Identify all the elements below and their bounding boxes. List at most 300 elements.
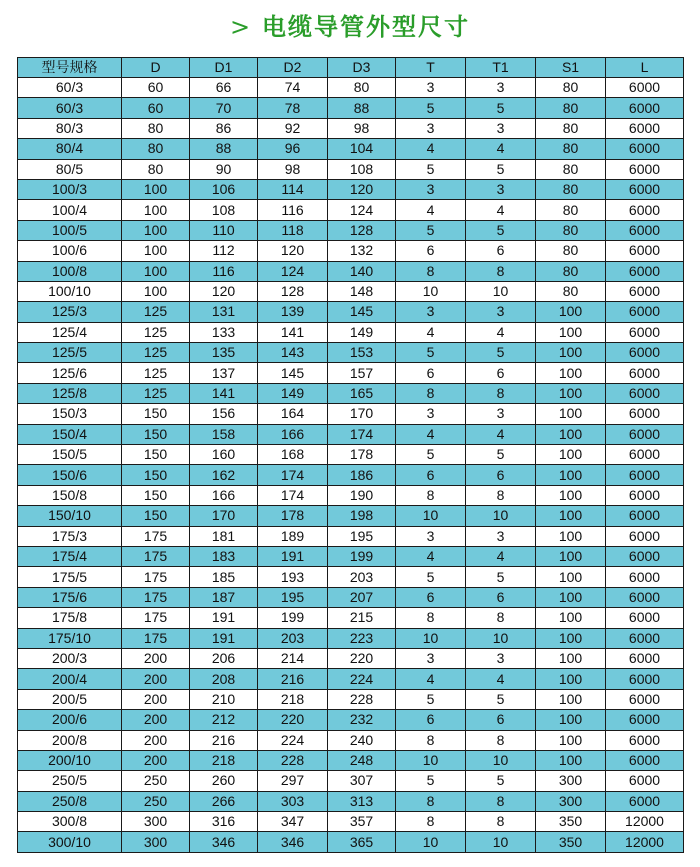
table-cell: 303 — [258, 791, 328, 811]
table-cell: 6000 — [606, 404, 684, 424]
table-cell: 6000 — [606, 383, 684, 403]
table-cell: 313 — [328, 791, 396, 811]
table-cell: 175 — [122, 608, 190, 628]
table-cell: 158 — [190, 424, 258, 444]
table-cell: 6000 — [606, 567, 684, 587]
table-row — [18, 771, 684, 791]
table-cell: 100 — [536, 404, 606, 424]
table-cell: 5 — [466, 771, 536, 791]
table-cell: 346 — [258, 832, 328, 852]
table-cell: 160 — [190, 445, 258, 465]
table-cell: 150 — [122, 485, 190, 505]
table-row — [18, 363, 684, 383]
table-cell: 10 — [466, 281, 536, 301]
table-cell: 5 — [396, 220, 466, 240]
table-cell: 128 — [258, 281, 328, 301]
table-cell: 6000 — [606, 587, 684, 607]
table-cell: 5 — [396, 159, 466, 179]
table-cell: 108 — [328, 159, 396, 179]
table-cell: 80 — [536, 159, 606, 179]
table-cell: 346 — [190, 832, 258, 852]
table-cell: 131 — [190, 302, 258, 322]
table-cell: 6000 — [606, 281, 684, 301]
table-cell: 6000 — [606, 710, 684, 730]
table-cell: 8 — [396, 608, 466, 628]
table-cell: 125/3 — [18, 302, 122, 322]
table-cell: 60/3 — [18, 98, 122, 118]
table-row — [18, 200, 684, 220]
table-cell: 8 — [396, 485, 466, 505]
table-cell: 162 — [190, 465, 258, 485]
table-cell: 214 — [258, 648, 328, 668]
table-cell: 178 — [258, 506, 328, 526]
table-cell: 200 — [122, 689, 190, 709]
table-cell: 106 — [190, 179, 258, 199]
table-cell: 120 — [258, 241, 328, 261]
table-cell: 156 — [190, 404, 258, 424]
table-cell: 4 — [466, 322, 536, 342]
table-cell: 104 — [328, 139, 396, 159]
table-cell: 175 — [122, 587, 190, 607]
table-cell: 347 — [258, 812, 328, 832]
table-row — [18, 139, 684, 159]
table-cell: 98 — [258, 159, 328, 179]
table-cell: 170 — [190, 506, 258, 526]
table-cell: 3 — [396, 78, 466, 98]
table-row — [18, 730, 684, 750]
table-cell: 125 — [122, 383, 190, 403]
table-cell: 175 — [122, 628, 190, 648]
table-cell: 100/4 — [18, 200, 122, 220]
table-cell: 181 — [190, 526, 258, 546]
table-cell: 260 — [190, 771, 258, 791]
table-cell: 365 — [328, 832, 396, 852]
table-row — [18, 261, 684, 281]
table-cell: 10 — [466, 506, 536, 526]
table-cell: 12000 — [606, 832, 684, 852]
table-cell: 165 — [328, 383, 396, 403]
table-cell: 6000 — [606, 302, 684, 322]
table-cell: 5 — [466, 159, 536, 179]
table-cell: 206 — [190, 648, 258, 668]
table-cell: 266 — [190, 791, 258, 811]
table-cell: 193 — [258, 567, 328, 587]
table-cell: 6 — [466, 710, 536, 730]
table-cell: 8 — [396, 812, 466, 832]
table-cell: 78 — [258, 98, 328, 118]
table-cell: 300 — [122, 812, 190, 832]
table-cell: 10 — [396, 832, 466, 852]
table-cell: 3 — [466, 118, 536, 138]
table-cell: 4 — [396, 322, 466, 342]
table-cell: 125/4 — [18, 322, 122, 342]
table-cell: 4 — [396, 424, 466, 444]
column-header: 型号规格 — [18, 58, 122, 78]
table-cell: 80 — [328, 78, 396, 98]
table-cell: 195 — [328, 526, 396, 546]
column-header: S1 — [536, 58, 606, 78]
table-cell: 208 — [190, 669, 258, 689]
table-cell: 125/5 — [18, 343, 122, 363]
table-cell: 100 — [536, 608, 606, 628]
table-cell: 100 — [536, 648, 606, 668]
table-cell: 183 — [190, 546, 258, 566]
table-row — [18, 648, 684, 668]
table-cell: 116 — [190, 261, 258, 281]
table-cell: 114 — [258, 179, 328, 199]
table-cell: 200/8 — [18, 730, 122, 750]
table-cell: 88 — [328, 98, 396, 118]
table-cell: 6 — [396, 465, 466, 485]
table-cell: 200/6 — [18, 710, 122, 730]
table-cell: 216 — [190, 730, 258, 750]
table-cell: 100/10 — [18, 281, 122, 301]
table-cell: 157 — [328, 363, 396, 383]
table-row — [18, 689, 684, 709]
table-cell: 80 — [536, 139, 606, 159]
table-cell: 100 — [536, 363, 606, 383]
table-cell: 3 — [396, 179, 466, 199]
table-cell: 124 — [328, 200, 396, 220]
table-cell: 3 — [466, 179, 536, 199]
table-cell: 6000 — [606, 200, 684, 220]
table-body — [18, 78, 684, 853]
table-cell: 150/6 — [18, 465, 122, 485]
table-cell: 80 — [536, 220, 606, 240]
table-cell: 5 — [466, 343, 536, 363]
table-cell: 6000 — [606, 465, 684, 485]
table-row — [18, 669, 684, 689]
table-cell: 6000 — [606, 424, 684, 444]
table-row — [18, 322, 684, 342]
table-cell: 141 — [190, 383, 258, 403]
table-cell: 10 — [396, 281, 466, 301]
table-cell: 228 — [258, 750, 328, 770]
table-cell: 6000 — [606, 485, 684, 505]
table-cell: 223 — [328, 628, 396, 648]
table-cell: 6000 — [606, 118, 684, 138]
table-cell: 6000 — [606, 98, 684, 118]
table-cell: 100 — [536, 343, 606, 363]
table-cell: 187 — [190, 587, 258, 607]
table-cell: 6000 — [606, 506, 684, 526]
table-cell: 100 — [536, 445, 606, 465]
table-cell: 300/8 — [18, 812, 122, 832]
table-cell: 145 — [328, 302, 396, 322]
table-cell: 100 — [536, 546, 606, 566]
table-cell: 3 — [466, 648, 536, 668]
table-cell: 10 — [396, 628, 466, 648]
table-cell: 96 — [258, 139, 328, 159]
table-cell: 100 — [536, 750, 606, 770]
table-cell: 6 — [466, 465, 536, 485]
table-cell: 350 — [536, 812, 606, 832]
table-cell: 150/5 — [18, 445, 122, 465]
column-header: T1 — [466, 58, 536, 78]
table-cell: 100 — [536, 710, 606, 730]
table-cell: 175/3 — [18, 526, 122, 546]
table-cell: 6000 — [606, 261, 684, 281]
table-cell: 189 — [258, 526, 328, 546]
table-cell: 174 — [258, 465, 328, 485]
table-cell: 150/4 — [18, 424, 122, 444]
table-cell: 199 — [258, 608, 328, 628]
table-cell: 60 — [122, 98, 190, 118]
table-cell: 6000 — [606, 159, 684, 179]
table-cell: 175 — [122, 546, 190, 566]
table-cell: 150 — [122, 424, 190, 444]
table-cell: 124 — [258, 261, 328, 281]
table-cell: 153 — [328, 343, 396, 363]
table-cell: 100 — [536, 465, 606, 485]
table-cell: 112 — [190, 241, 258, 261]
table-cell: 100 — [536, 506, 606, 526]
table-cell: 8 — [466, 812, 536, 832]
table-cell: 6000 — [606, 689, 684, 709]
table-cell: 350 — [536, 832, 606, 852]
table-cell: 175/8 — [18, 608, 122, 628]
table-cell: 3 — [396, 302, 466, 322]
table-cell: 199 — [328, 546, 396, 566]
table-cell: 4 — [396, 200, 466, 220]
table-cell: 100 — [536, 669, 606, 689]
table-cell: 60/3 — [18, 78, 122, 98]
table-row — [18, 812, 684, 832]
table-cell: 100 — [536, 628, 606, 648]
table-cell: 200/3 — [18, 648, 122, 668]
table-cell: 250/8 — [18, 791, 122, 811]
table-cell: 6000 — [606, 648, 684, 668]
table-cell: 150 — [122, 404, 190, 424]
table-cell: 80 — [122, 118, 190, 138]
table-cell: 6000 — [606, 78, 684, 98]
table-cell: 218 — [190, 750, 258, 770]
table-cell: 300 — [536, 791, 606, 811]
table-cell: 186 — [328, 465, 396, 485]
table-cell: 120 — [328, 179, 396, 199]
table-cell: 200 — [122, 750, 190, 770]
table-cell: 118 — [258, 220, 328, 240]
table-cell: 149 — [258, 383, 328, 403]
table-cell: 6 — [466, 587, 536, 607]
table-cell: 10 — [396, 506, 466, 526]
table-cell: 6000 — [606, 750, 684, 770]
table-cell: 149 — [328, 322, 396, 342]
table-cell: 207 — [328, 587, 396, 607]
table-cell: 8 — [396, 383, 466, 403]
table-cell: 3 — [466, 404, 536, 424]
table-cell: 6000 — [606, 730, 684, 750]
table-cell: 100 — [536, 424, 606, 444]
table-cell: 4 — [466, 200, 536, 220]
table-cell: 80 — [536, 241, 606, 261]
table-cell: 6000 — [606, 139, 684, 159]
table-cell: 4 — [466, 669, 536, 689]
table-cell: 5 — [396, 98, 466, 118]
table-cell: 6000 — [606, 363, 684, 383]
table-cell: 3 — [396, 648, 466, 668]
table-cell: 210 — [190, 689, 258, 709]
table-row — [18, 526, 684, 546]
table-row — [18, 546, 684, 566]
table-cell: 307 — [328, 771, 396, 791]
table-cell: 80 — [122, 159, 190, 179]
table-row — [18, 424, 684, 444]
table-cell: 92 — [258, 118, 328, 138]
table-cell: 150/3 — [18, 404, 122, 424]
table-cell: 4 — [466, 424, 536, 444]
table-cell: 4 — [396, 546, 466, 566]
table-cell: 190 — [328, 485, 396, 505]
table-cell: 3 — [466, 302, 536, 322]
table-cell: 116 — [258, 200, 328, 220]
table-row — [18, 710, 684, 730]
table-cell: 140 — [328, 261, 396, 281]
table-cell: 5 — [396, 445, 466, 465]
table-cell: 148 — [328, 281, 396, 301]
table-cell: 300/10 — [18, 832, 122, 852]
column-header: D — [122, 58, 190, 78]
table-row — [18, 179, 684, 199]
table-cell: 3 — [396, 526, 466, 546]
table-cell: 250/5 — [18, 771, 122, 791]
table-cell: 5 — [396, 567, 466, 587]
table-cell: 198 — [328, 506, 396, 526]
table-cell: 74 — [258, 78, 328, 98]
dimension-table — [17, 57, 684, 853]
table-cell: 220 — [328, 648, 396, 668]
table-cell: 357 — [328, 812, 396, 832]
page-title-text: 电缆导管外型尺寸 — [262, 13, 471, 41]
table-cell: 6000 — [606, 241, 684, 261]
table-cell: 8 — [396, 730, 466, 750]
table-cell: 5 — [396, 689, 466, 709]
table-cell: 6000 — [606, 343, 684, 363]
table-cell: 128 — [328, 220, 396, 240]
table-cell: 133 — [190, 322, 258, 342]
table-cell: 200 — [122, 648, 190, 668]
table-cell: 5 — [466, 445, 536, 465]
table-cell: 3 — [396, 404, 466, 424]
table-cell: 100 — [122, 220, 190, 240]
table-cell: 248 — [328, 750, 396, 770]
table-cell: 8 — [466, 730, 536, 750]
table-cell: 110 — [190, 220, 258, 240]
table-cell: 125 — [122, 363, 190, 383]
table-header-row — [18, 58, 684, 78]
table-cell: 164 — [258, 404, 328, 424]
column-header: T — [396, 58, 466, 78]
table-cell: 200/5 — [18, 689, 122, 709]
table-row — [18, 567, 684, 587]
table-row — [18, 281, 684, 301]
table-cell: 178 — [328, 445, 396, 465]
table-cell: 100/5 — [18, 220, 122, 240]
table-cell: 80 — [536, 200, 606, 220]
table-cell: 80 — [536, 98, 606, 118]
table-cell: 170 — [328, 404, 396, 424]
table-cell: 6000 — [606, 220, 684, 240]
table-row — [18, 302, 684, 322]
table-cell: 143 — [258, 343, 328, 363]
table-cell: 297 — [258, 771, 328, 791]
table-row — [18, 159, 684, 179]
table-cell: 6 — [466, 363, 536, 383]
table-cell: 203 — [258, 628, 328, 648]
table-cell: 4 — [466, 546, 536, 566]
table-cell: 250 — [122, 791, 190, 811]
table-cell: 88 — [190, 139, 258, 159]
table-cell: 10 — [466, 750, 536, 770]
column-header: D2 — [258, 58, 328, 78]
table-cell: 80 — [536, 179, 606, 199]
table-cell: 8 — [466, 261, 536, 281]
table-cell: 6 — [396, 241, 466, 261]
table-row — [18, 343, 684, 363]
table-cell: 100 — [536, 302, 606, 322]
table-cell: 185 — [190, 567, 258, 587]
table-cell: 5 — [466, 220, 536, 240]
table-cell: 137 — [190, 363, 258, 383]
table-cell: 215 — [328, 608, 396, 628]
table-cell: 240 — [328, 730, 396, 750]
table-cell: 175 — [122, 526, 190, 546]
table-cell: 100/3 — [18, 179, 122, 199]
table-cell: 175/4 — [18, 546, 122, 566]
table-cell: 3 — [466, 78, 536, 98]
table-cell: 145 — [258, 363, 328, 383]
table-cell: 120 — [190, 281, 258, 301]
table-cell: 98 — [328, 118, 396, 138]
table-cell: 10 — [466, 832, 536, 852]
table-cell: 3 — [466, 526, 536, 546]
table-cell: 150 — [122, 445, 190, 465]
table-cell: 80 — [122, 139, 190, 159]
table-cell: 70 — [190, 98, 258, 118]
table-cell: 66 — [190, 78, 258, 98]
table-cell: 6000 — [606, 771, 684, 791]
table-cell: 224 — [258, 730, 328, 750]
table-cell: 224 — [328, 669, 396, 689]
column-header: D1 — [190, 58, 258, 78]
table-cell: 175/5 — [18, 567, 122, 587]
table-row — [18, 404, 684, 424]
column-header: L — [606, 58, 684, 78]
table-cell: 6000 — [606, 322, 684, 342]
table-cell: 5 — [466, 98, 536, 118]
table-cell: 200/4 — [18, 669, 122, 689]
table-cell: 200 — [122, 730, 190, 750]
table-cell: 200/10 — [18, 750, 122, 770]
table-cell: 12000 — [606, 812, 684, 832]
table-cell: 6000 — [606, 628, 684, 648]
table-cell: 125/6 — [18, 363, 122, 383]
table-cell: 125/8 — [18, 383, 122, 403]
table-cell: 139 — [258, 302, 328, 322]
table-cell: 6000 — [606, 179, 684, 199]
table-cell: 175/6 — [18, 587, 122, 607]
table-cell: 300 — [536, 771, 606, 791]
table-row — [18, 750, 684, 770]
table-cell: 80/4 — [18, 139, 122, 159]
table-cell: 100 — [536, 485, 606, 505]
table-cell: 108 — [190, 200, 258, 220]
table-cell: 316 — [190, 812, 258, 832]
table-cell: 191 — [258, 546, 328, 566]
table-cell: 150 — [122, 465, 190, 485]
table-row — [18, 383, 684, 403]
table-cell: 100/6 — [18, 241, 122, 261]
